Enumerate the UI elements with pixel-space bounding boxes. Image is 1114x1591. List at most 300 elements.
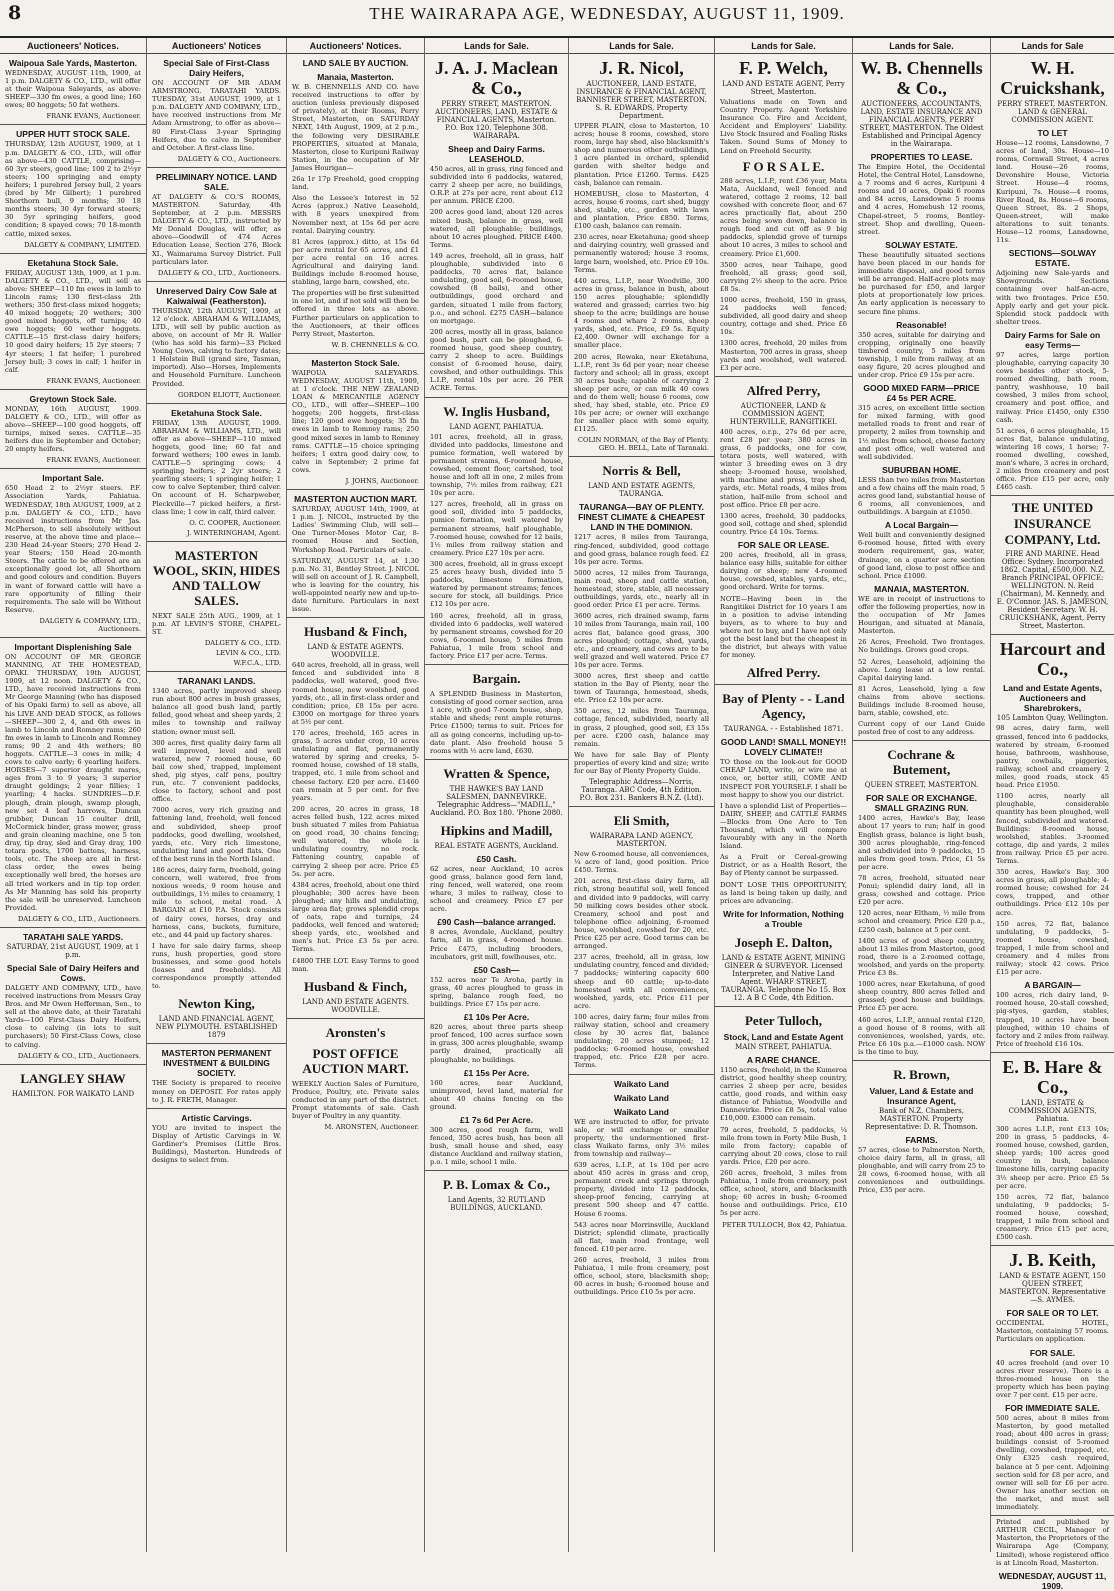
notice-subheading: LAND & ESTATE AGENT, 150 QUEEN STREET, MASTERTON. Representative—S. AYMES.	[999, 1272, 1106, 1305]
notice-text: FRIDAY, 13th AUGUST, 1909. ABRAHAM & WILLIAMS, LTD., will offer as above—SHEEP—110 mixed hoggets, good line; 60 fat and forward wethers; 100 ewes in lamb. CATTLE—5 springing cows; 4 springing heifers; 2 2yr steers; 2 yearling steers; 1 springing heifer; 1 cow to calve September, third calver. On account of H. Scharpweber, Pleckville—7 picked heifers, a first-class line; 1 cow in calf, third calver.	[152, 418, 281, 516]
notice-text: I have a splendid List of Properties—DAIRY, SHEEP, and CATTLE FARMS—Blocks from One Acre to Ten Thousand, which will compare favourably with any in the North Island.	[720, 801, 847, 851]
notice-heading: £50 Cash.	[476, 853, 517, 864]
signature: LEVIN & CO., LTD.	[215, 649, 281, 658]
display-heading: Aronsten's	[325, 1024, 386, 1040]
column-rule	[991, 1515, 1114, 1516]
display-heading: Newton King,	[178, 996, 255, 1012]
notice-text: 237 acres, freehold, all in grass, low undulating country, fenced and divided; 7 paddocks; wintering capacity 600 sheep and 60 cattle; up-to-date homestead with all conveniences, woolshed, yards, etc. Price £11 per acre.	[574, 953, 709, 1010]
advertiser-name: W. H. Cruickshank,	[1000, 58, 1105, 98]
display-heading: Joseph E. Dalton,	[734, 934, 833, 950]
notice-subheading: LAND & ESTATE AGENTS. WOODVILLE.	[307, 643, 404, 660]
notice-text: 1100 acres, nearly all ploughable, considerable quantity has been ploughed, well fenced, subdivided and watered. Buildings: 8-roomed house, woolshed, stables. 3-roomed cottage, dip and yards, 2 miles from railway. Price £5 per acre. Terms.	[996, 792, 1109, 865]
notice-text: 260 acres, freehold, 3 miles from Pahiatua, 1 mile from creamery, post office, school, store, and blacksmith shop; 60 acres in bush; 6-roomed house and outbuildings. Price, £10 5s per acre.	[720, 1168, 847, 1218]
notice-heading: Important Displenishing Sale	[14, 641, 132, 652]
signature: O. C. COOPER, Auctioneer.	[189, 518, 281, 527]
column-header: Lands for Sale.	[425, 40, 568, 54]
column-rule	[287, 353, 424, 354]
notice-heading: Waikato Land	[614, 1106, 669, 1117]
notice-heading: MASTERTON AUCTION MART.	[294, 494, 417, 505]
notice-text: WEEKLY Auction Sales of Furniture, Produce, Poultry, etc. Private sales conducted in any part of the district. Prompt statements of sale. Cash buyer of Poultry in any quantity.	[292, 1079, 419, 1121]
notice-subheading: TAURANGA. - - Established 1871.	[723, 725, 844, 734]
column-rule	[425, 759, 568, 760]
notice-heading: SECTIONS—SOLWAY ESTATE.	[1008, 248, 1097, 269]
notice-text: MONDAY, 16th AUGUST, 1909. DALGETY & CO., LTD., will offer as above—SHEEP—100 good hoggets, off turnips, mixed sexes. CATTLE—35 heifers due in September and October; 20 empty heifers.	[5, 404, 141, 454]
notice-text: 543 acres near Morrinsville, Auckland District; splendid climate, practically all flat, main road frontage, well fenced. £10 per acre.	[574, 1220, 709, 1253]
notice-heading: £90 Cash—balance arranged.	[437, 917, 556, 928]
notice-subheading: LAND AND ESTATE AGENTS. WOODVILLE.	[302, 997, 409, 1014]
notice-text: 300 acres, freehold, all in grass except 25 acres heavy bush, divided into 5 paddocks, limestone formation, watered by permanent streams; fences secure for stock, all buildings. Price £12 10s per acre.	[430, 559, 563, 609]
advertiser-name: J. R. Nicol,	[599, 58, 684, 78]
notice-subheading: Bank of N.Z. Chambers, MASTERTON. Property Representative: D. R. Thomson.	[865, 1106, 978, 1131]
signature: M. ARONSTEN, Auctioneer.	[324, 1123, 419, 1132]
notice-subheading: LAND AGENT, PAHIATUA.	[449, 422, 544, 431]
notice-text: 186 acres, dairy farm, freehold, going concern, well watered, free from noxious weeds, 9 room house and outbuildings, 1½ miles to creamery, 1 mile to school, metal road. A BARGAIN at £10 P.A. Stock consists of dairy cows, horses, dray and harness, cans, buckets, furniture, etc., and 44 paid up factory shares.	[152, 866, 281, 939]
notice-text: W. B. CHENNELLS AND CO. have received instructions to offer by auction (unless previously disposed of privately), at their Rooms, Perry Street, Masterton, on SATURDAY NEXT, 14th August, 1909, at 2 p.m., the following very DESIRABLE PROPERTIES, situated at Manaia, Masterton, close to Kuripuni Railway Station, in the occupation of Mr James Hourigan—	[292, 83, 419, 172]
display-heading: Bay of Plenty - - Land Agency,	[722, 691, 845, 722]
column-rule	[991, 1245, 1114, 1246]
notice-text: 97 acres, large portion ploughable, carrying capacity 30 cows besides other stock, 5-roomed dwelling, bath room, pantry, washhouse, 10 bail cowshed, 3 miles from school, creamery and post office, and railway. Price £1450, only £350 cash.	[996, 350, 1109, 424]
notice-text: 500 acres, about 8 miles from Masterton, by good metalled road; about 400 acres in grass; buildings consist of 5-roomed dwelling, cowshed, trapped, etc. Only £325 cash required, balance at 5 per cent. Adjoining section sold for £8 per acre, and owner will sell for £6 per acre. Owner has another section on the market, and must sell immediately.	[996, 1414, 1109, 1512]
notice-text: 127 acres, freehold, all in grass on good soil, divided into 5 paddocks, pumice formation, well watered by permanent streams, half ploughable, 7-roomed house, cowshed for 12 bails, 1½ miles from railway station and creamery. Price £27 10s per acre.	[430, 500, 563, 557]
notice-heading: MANAIA, MASTERTON.	[874, 583, 969, 594]
notice-text: 640 acres, freehold, all in grass, well fenced and subdivided into 8 paddocks, well watered, good five-roomed house, new woolshed, good yards, etc., all in first-class order and condition; price, £8 15s per acre. £3000 on mortgage for three years at 5½ per cent.	[292, 661, 419, 726]
column-rule	[147, 1043, 286, 1044]
signature: DALGETY & COMPANY, LTD., Auctioneers.	[39, 616, 141, 633]
column-rule	[715, 684, 852, 685]
column-rule	[715, 1006, 852, 1007]
advertiser-name: THE UNITED INSURANCE COMPANY, Ltd.	[1004, 500, 1101, 548]
signature: W.F.C.A., LTD.	[233, 659, 281, 668]
notice-subheading: FIRE AND MARINE. Head Office: Sydney. Incorporated 1862. Capital, £500,000. N.Z. Branch PRINCIPAL OFFICE: WELLINGTON. N. Reid (Chairman), M. Kennedy, and E. O'Connor. JAS. S. JAMESON, Resident Secretary. W. H. CRUICKSHANK, Agent, Perry Street, Masterton.	[996, 550, 1109, 631]
display-heading: Bargain.	[472, 671, 521, 687]
notice-text: THURSDAY, 12th AUGUST, 1909, at 1 p.m. DALGETY & CO., LTD., will offer as above—430 CATTLE, comprising—60 3yr steers, good line; 100 2 to 2½yr steers; 100 springing and empty heifers; 1 purebred Jersey bull, 2 years (bred by Mr Gilbert); 1 purebred Shorthorn bull, 9 months; 30 18 months steers; 30 4yr forward steers; 30 5yr springing heifers, good condition; 8 spayed cows; 70 18-month cattle, mixed sexes.	[5, 140, 141, 238]
notice-heading: Unreserved Dairy Cow Sale at Kaiwaiwai (Featherston).	[156, 285, 277, 306]
notice-subheading: AUCTIONEER, LAND ESTATE, INSURANCE & FINANCIAL AGENT, BANNISTER STREET, MASTERTON. S. R. EDWARDS, Property Department.	[576, 80, 707, 120]
notice-text: SATURDAY, AUGUST 14th, 1909, at 1 p.m. J. NICOL, instructed by the Ladies' Swimming Club, will sell—One Turner-Moses Motor Car, 8-roomed House and Section, Workshop Road. Particulars of sale.	[292, 505, 419, 554]
notice-heading: A Local Bargain—	[885, 520, 958, 531]
notice-subheading: THE HAWKE'S BAY LAND SALESMEN, DANNEVIRKE. Telegraphic Address—"MADILL," Auckland. P.O. Box 180. 'Phone 2080.	[430, 784, 563, 817]
notice-heading: Reasonable!	[896, 319, 947, 330]
notice-text: 8 acres, Avondale, Auckland, poultry farm, all in grass, 4-roomed house. Price £475, including brooders, incubators, grit mill, fowlhouses, etc.	[430, 928, 563, 961]
notice-heading: Waikato Land	[614, 1078, 669, 1089]
notice-text: 200 acres, Rewaka, near Eketahuna, L.I.P., rent 3s 6d per year; near cheese factory and school; all in grass, except 30 acres bush; capable of carrying 2 sheep per acre, or can milk 40 cows and do them well; house 6 rooms, cow shed, hay shed, stable, etc. Price £9 10s per acre; or owner will exchange for smaller place with some equity, £1125.	[574, 352, 709, 434]
notice-text: 150 acres, 72 flat, balance undulating, 9 paddocks; 5-roomed house, cowshed, trapped, 1 mile from school and creamery. Price £15 per acre, £500 cash.	[996, 1192, 1109, 1242]
notice-heading: £1 7s 6d Per Acre.	[460, 1114, 533, 1125]
advertiser-name: J. B. Keith,	[1009, 1250, 1096, 1271]
signature: FRANK EVANS, Auctioneer.	[46, 376, 141, 385]
notice-heading: PROPERTIES TO LEASE.	[870, 152, 973, 162]
masthead	[0, 0, 1114, 38]
notice-text: 160 acres, freehold, all in grass, divided into 6 paddocks, well watered by permanent streams, cowshed for 20 cows, 6-roomed house, 5 miles from Pahiatua, 1 mile from school and factory. Price £17 per acre. Terms.	[430, 611, 563, 660]
signature: DALGETY & COMPANY, LIMITED.	[24, 240, 141, 249]
notice-text: These beautifully situated sections have been placed in our hands for immediate disposal, and good terms will be arranged. Half-acre plots may be purchased for £50, and larger plots at proportionately low prices. An early application is necessary to secure fine plums.	[858, 250, 985, 316]
notice-heading: UPPER HUTT STOCK SALE.	[16, 129, 130, 140]
notice-heading: Land and Estate Agents, Auctioneers and Sharebrokers,	[1003, 683, 1102, 714]
notice-text: ON ACCOUNT OF MR GEORGE MANNING, AT THE HOMESTEAD, OPAKI. THURSDAY, 19th AUGUST, 1909, at 12 noon. DALGETY & CO., LTD., have received instructions from Mr George Manning (who has disposed of his Opaki farm) to sell as above, all his LIVE AND DEAD STOCK, as follows—SHEEP—300 2, 4, and 6th ewes in lamb to Lincoln and Romney rams; 260 fm ewes in lamb to Lincoln and Romney rams; 90 2 and 4th wethers; 80 hoggets. CATTLE—3 cows in milk; 4 cows to calve early; 6 yearling heifers. HORSES—7 superior draught mares, ages from 3 to 9 years; 3 superior draught geldings; 2 year fillies; 1 yearling; 4 hacks. SUNDRIES—D.F. plough, drain plough, swamp plough, new set 4 leaf harrows, Duncan grubber, Duncan 15 coulter drill, McCormick binder, grass mower, grass and grain cleaning machine, one 5 ton dray, tip dray, sled and Gray dray, 100 totara posts, 1700 battens, harness, tools, etc. The sheep are all in first-class order, the ewes being exceptionally well bred, the horses are all tried workers and in tip top order. As Mr Manning has sold his property the sale will be unreserved. Luncheon Provided.	[5, 652, 141, 912]
notice-text: 200 acres good land, about 120 acres mixed bush, balance in grass, well watered, all ploughable; buildings, about 10 acres ploughed. PRICE £400. Terms.	[430, 208, 563, 249]
notice-subheading: AUCTIONEER, LAND & COMMISSION AGENT, HUNTERVILLE, RANGITIKEI.	[729, 401, 838, 426]
signature: DALGETY & CO., LTD.	[204, 639, 281, 648]
notice-heading: Waipoua Sale Yards, Masterton.	[8, 58, 137, 68]
notice-text: 3500 acres, near Taihape, good freehold, all grass; good soil, carrying 2½ sheep to the acre. Price £8 5s.	[720, 260, 847, 293]
notice-text: 200 acres, freehold, all in grass, balance easy hills, suitable for either dairying or sheep; new 4-roomed house, cowshed, stables, yards, etc., good orchard. Write for terms.	[720, 551, 847, 592]
column-rule	[425, 1170, 568, 1171]
notice-heading: Manaia, Masterton.	[317, 72, 394, 82]
notice-text: 3000 acres, first sheep and cattle station in the Bay of Plenty, near the town of Tauranga, homestead, sheds, etc. Price £2 10s per acre.	[574, 671, 709, 705]
display-heading: R. Brown,	[893, 1066, 950, 1082]
notice-subheading: LAND AND ESTATE AGENT, Perry Street, Masterton.	[722, 80, 845, 96]
notice-heading: Waikato Land	[614, 1092, 669, 1103]
notice-subheading: LAND, ESTATE & COMMISSION AGENTS, Pahiatua.	[1008, 1098, 1097, 1123]
notice-text: 98 acres, dairy farm, well grassed, fenced into 6 paddocks, watered by stream, 6-roomed house, bathroom, washhouse, pantry, cowbails, piggeries, railway, school and creamery 2 miles, good roads, stock 45 head. Price £1950.	[996, 724, 1109, 790]
notice-text: 1000 acres, near Eketahuna, of good sheep country, 800 acres felled and grassed; good house and buildings. Price £5 per acre.	[858, 980, 985, 1013]
column-rule	[0, 927, 146, 928]
notice-text: 152 acres near Te Aroha, partly in grass, 40 acres ploughed to grass in spring, balance rough feed, no buildings. Price £7 15s per acre.	[430, 975, 563, 1009]
notice-text: House—12 rooms, Lansdowne, 7 acres of land, 30s. House—10 rooms, Cornwall Street, 4 acres land. House—26 rooms, Devonshire House, Victoria Street. House—4 rooms, Kuripuni, 7s. House—4 rooms, River Road, 8s. House—6 rooms, Queen Street, 8s. 2 Shops, Queen-street, will make alterations to suit tenants. House—12 rooms, Lansdowne, 11s.	[996, 139, 1109, 245]
advertiser-name: J. A. J. Maclean & Co.,	[435, 58, 558, 98]
notice-heading: LAND SALE BY AUCTION.	[302, 58, 409, 68]
advertiser-name: F. P. Welch,	[739, 58, 828, 78]
notice-text: The properties will be first submitted in one lot, and if not sold will then be offered in three lots as above. Further particulars on application to the Auctioneers, at their offices Perry Street, Masterton.	[292, 289, 419, 338]
notice-subheading: SATURDAY, 21st AUGUST, 1909, at 1 p.m.	[6, 942, 140, 959]
notice-text: 1000 acres, freehold, 150 in grass, 24 paddocks well fenced; subdivided, all good dairy and sheep country, cottage and shed. Price £6 10s.	[720, 295, 847, 337]
notice-text: 315 acres, on excellent little section for mixed farming, with good metalled roads to front and rear of property, 2 miles from township and 1½ miles from school, cheese factory and post office, well watered and well subdivided.	[858, 404, 985, 461]
column-rule	[569, 806, 714, 807]
column-rule	[287, 617, 424, 618]
notice-heading: Artistic Carvings.	[181, 1112, 252, 1123]
notice-text: YOU are invited to inspect the Display of Artistic Carvings in W. Gardiner's Premises (Little Bros. Buildings), Masterton. Hundreds of designs to select from.	[152, 1123, 281, 1165]
column-rule	[991, 1052, 1114, 1053]
notice-heading: TARATAHI SALE YARDS.	[22, 931, 124, 942]
signature: GORDON ELIOTT, Auctioneer.	[178, 390, 281, 399]
notice-heading: GOOD MIXED FARM—PRICE £4 5s PER ACRE.	[863, 383, 980, 404]
column-8	[990, 38, 1114, 1591]
column-rule	[0, 468, 146, 469]
notice-text: I have for sale dairy farms, sheep runs, bush properties, good store businesses, and some good hotels (leases and freeholds). All correspondence promptly attended to.	[152, 941, 281, 991]
notice-text: 1340 acres, partly improved sheep run about 800 acres in bush grasses, balance all good bush land, partly felled, good wheat and sheep yards, 2 miles to township and railway station; owner must sell.	[152, 687, 281, 736]
notice-text: 62 acres, near Auckland, 10 acres good grass, balance good fern land, ring fenced, well watered, one room whare, 3 miles to railway, close to school and creamery. Price £7 per acre.	[430, 864, 563, 914]
display-heading: POST OFFICE AUCTION MART.	[302, 1045, 409, 1076]
signature: DALGETY & CO., LTD., Auctioneers.	[157, 268, 281, 277]
column-rule	[147, 541, 286, 542]
advertiser-name: E. B. Hare & Co.,	[1002, 1056, 1103, 1097]
notice-text: 1300 acres, freehold, 20 miles from Masterton, 700 acres in grass, sheep yards and woolshed, well watered. £3 per acre.	[720, 339, 847, 372]
column-7	[852, 38, 990, 1552]
notice-text: 100 acres, rich dairy land, 9-roomed house, 20-stall cowshed, pig-styes, garden, stables, trapped, 10 acres have been ploughed, within 10 chains of factory and 2 miles from railway. Price of freehold £16 10s.	[996, 991, 1109, 1048]
notice-text: 51 acres, 6 acres ploughable, 15 acres flat, balance undulating, wintering 18 cows, 1 horse; 7-roomed dwelling, cowshed, man's whare, 3 acres in orchard, 2 miles from creamery and post office. Price £15 per acre, only £465 cash.	[996, 426, 1109, 492]
column-rule	[569, 456, 714, 457]
notice-text: 650 Head 2 to 2½yr steers. P.F. Association Yards, Pahiatua. WEDNESDAY, 18th AUGUST, 1909, at 2 p.m. DALGETY & CO., LTD., have received instructions from Mr Jas. McPherson, to sell absolutely without reserve, at the above time and place—230 Head 24-year Steers; 270 Head 2-year Steers; 150 Head 20-month Steers. The cattle to be offered are an exceptionally good lot, all Shorthorn and good colours and condition. Buyers in want of forward cattle will have a rare opportunity of filling their requirements. The sale will be Without Reserve.	[5, 484, 141, 614]
notice-text: 300 acres, first quality dairy farm all well improved, level and well watered, new 7 roomed house, 60 bail cow shed, trapped, implement shed, pig styes, calf pens, poultry run, etc. 7 convenient paddocks, close to factory, school and post office.	[152, 738, 281, 804]
notice-text: Adjoining new Sale-yards and Showgrounds. Sections containing over half-an-acre, with two frontages. Price £50. Apply early and get your pick. Splendid stock paddock with shelter trees.	[996, 269, 1109, 326]
signature: W. B. CHENNELLS & CO.	[331, 340, 419, 349]
notice-text: 150 acres, 72 flat, balance undulating, 9 paddocks, 5-roomed house, cowshed, trapped, 1 mile from school and creamery and 4 miles from railway; stock 42 cows. Price £15 per acre.	[996, 919, 1109, 977]
notice-text: Valuations made on Town and Country Property. Agent Yorkshire Insurance Co. Fire and Accident, Accident and Employers' Liability. Live Stock Insured and Foaling Risks Taken. Sound Sums of Money to Lend on Freehold Security.	[720, 98, 847, 155]
notice-heading: £50 Cash—	[473, 964, 520, 975]
column-rule	[147, 403, 286, 404]
notice-text: HOMEBUSH, close to Masterton, 4 acres, house 6 rooms, cart shed, buggy shed, stable, etc., garden with lawn and plantation. Price £850. Terms, £100 cash, balance can remain.	[574, 189, 709, 231]
notice-text: 120 acres, near Eltham, ½ mile from school and creamery. Price £20 p.a., £250 cash, balance at 5 per cent.	[858, 909, 985, 934]
notice-heading: Eketahuna Stock Sale.	[27, 257, 119, 268]
column-rule	[0, 389, 146, 390]
notice-text: Printed and published by ARTHUR CECIL, Manager of Masterton, the Proprietors of the Wairarapa Age (Company, Limited), whose registered office is at Lincoln Road, Masterton.	[996, 1518, 1109, 1567]
column-rule	[425, 664, 568, 665]
notice-text: 1300 acres, freehold, 30 paddocks, good soil, cottage and shed, splendid country. Price £4 10s. Terms.	[720, 511, 847, 536]
column-header: Lands for Sale.	[715, 40, 852, 54]
notice-text: 440 acres, L.I.P., near Woodville, 300 acres in grass, balance in bush, about 150 acres ploughable; splendidly watered and grassed; carries two big sheep to the acre; buildings are house 4 rooms and whare 2 rooms, sheep yards, shed, etc. Price, £9 5s. Equity £2,400. Owner will exchange for a smaller place.	[574, 276, 709, 350]
notice-text: 78 acres, freehold, situated near Ponui; splendid dairy land, all in grass, cowshed and cottage. Price £20 per acre.	[858, 874, 985, 907]
display-heading: Husband & Finch,	[304, 978, 407, 994]
notice-text: 1217 acres, 8 miles from Tauranga, ring-fenced, subdivided, good cottage and good grass, balance rough feed. £2 10s per acre. Terms.	[574, 533, 709, 566]
notice-heading: Write for Information, Nothing a Trouble	[723, 908, 844, 929]
display-heading: W. Inglis Husband,	[443, 403, 550, 419]
notice-heading: Masterton Stock Sale.	[311, 357, 400, 368]
notice-text: AT DALGETY & CO.'S ROOMS, MASTERTON. Saturday, 4th September, at 2 p.m. MESSRS DALGETY & CO., LTD., instructed by Mr Donald Douglas, will offer, as above—Goodwill of 474 Acres Education Lease, Section 276, Block XI., Waimarama Survey District. Full particulars later.	[152, 192, 281, 266]
notice-subheading: PERRY STREET, MASTERTON. AUCTIONEERS, LAND, ESTATE & FINANCIAL AGENTS, Masterton. P.O. Box 120. Telephone 308. WAIRARAPA.	[435, 100, 558, 140]
notice-heading: A RARE CHANCE.	[746, 1054, 821, 1065]
notice-subheading: HAMILTON. FOR WAIKATO LAND	[11, 1089, 135, 1098]
notice-text: 26a 1r 17p Freehold, good cropping land.	[292, 175, 419, 192]
notice-text: ON ACCOUNT OF MR ADAM ARMSTRONG. TARATAHI YARDS. TUESDAY, 31st AUGUST, 1909, at 1 p.m. DALGETY AND COMPANY, LTD., have received instructions from Mr Adam Armstrong, to offer as above—80 First-Class 3-year Springing Heifers, due to calve in September and October. A first-class line.	[152, 79, 281, 152]
notice-text: 160 acres, near Auckland, unimproved, level land, material for about 40 chains fencing on the ground.	[430, 1078, 563, 1111]
notice-heading: WEDNESDAY, AUGUST 11, 1909.	[998, 1570, 1107, 1591]
notice-text: LESS than two miles from Masterton and a few chains off the main road, 5 acres good land, substantial house of 6 rooms, all conveniences, and outbuildings. A bargain at £1050.	[858, 475, 985, 517]
signature: DALGETY & CO., LTD., Auctioneers.	[17, 914, 141, 923]
column-rule	[425, 397, 568, 398]
display-heading: Norris & Bell,	[602, 463, 681, 479]
notice-text: NEXT SALE 25th AUG., 1909, at 1 p.m. AT LEVIN'S STORE, CHAPEL-ST.	[152, 611, 281, 636]
signature: J. WINTERINGHAM, Agent.	[187, 528, 281, 537]
notice-text: UPPER PLAIN, close to Masterton, 10 acres; house 8 rooms, cowshed, store room, large hay shed, also blacksmith's shop and numerous other outbuildings, 1 acre planted in orchard, splendid garden with shelter hedge and plantation. Price £1260. Terms. £425 cash, balance can remain.	[574, 122, 709, 187]
notice-text: 81 Acres, Leasehold, lying a few chains from above sections. Buildings include 8-roomed house, barn, stable, cowshed, etc.	[858, 684, 985, 718]
notice-heading: Valuer, Land & Estate and Insurance Agent,	[869, 1085, 974, 1106]
notice-subheading: LAND & ESTATE AGENT, MINING GINEER & SURVEYOR. Licensed Interpreter, and Native Land Agent. WHARF STREET, TAURANGA. Telephone No 15. Box 12. A B C Code, 4th Edition.	[721, 953, 846, 1002]
notice-subheading: Telegraphic Address—Norris, Tauranga. ABC Code, 4th Edition. P.O. Box 231. Bankers B.N.Z. (Ltd).	[579, 778, 704, 803]
column-2	[146, 38, 286, 1552]
notice-text: 350 acres, suitable for dairying and cropping, originally one heavily timbered country, 5 miles from township, 1 mile from railway, at an easy figure, 20 acres ploughed and under crop. Price £9 15s per acre.	[858, 330, 985, 380]
notice-subheading: AUCTIONEERS, ACCOUNTANTS, LAND, ESTATE INSURANCE AND FINANCIAL AGENTS, PERRY STREET, MASTERTON. The Oldest Established and Principal Agency in the Wairarapa.	[859, 100, 984, 148]
notice-text: 639 acres, L.I.P., at 1s 10d per acre about 450 acres in grass and crop, permanent creek and springs through property, divided into 12 paddocks, sheep-proof fencing, carrying at present 590 sheep and 47 cattle. House 6 rooms.	[574, 1161, 709, 1218]
notice-text: 200 acres, 20 acres in grass, 18 acres felled bush, 122 acres mixed bush situated 7 miles from Pahiatua on good road, 30 chains fencing; well watered, the whole is undulating country, no rock. Fattening country, capable of carrying 2 sheep per acre. Price £5 5s. per acre.	[292, 804, 419, 878]
column-rule	[991, 495, 1114, 496]
notice-text: FRIDAY, AUGUST 13th, 1909, at 1 p.m. DALGETY & CO., LTD., will sell as above: SHEEP—110 fm ewes in lamb to Lincoln rams; 130 first-class 2th wethers; 350 first-class mixed hoggets; 40 mixed hoggets; 20 wethers; 300 good mixed hoggets, off turnips; 40 ewe hoggets; 60 wether hoggets. CATTLE—15 first-class dairy heifers; 10 good dairy heifers; 15 2yr steers; 7 4yr steers; 1 fat heifer; 1 purebred Jersey bull; 3 cows in calf; 1 heifer in calf.	[5, 268, 141, 374]
notice-subheading: MAIN STREET, PAHIATUA.	[735, 1042, 832, 1051]
column-rule	[0, 124, 146, 125]
column-rule	[147, 167, 286, 168]
signature: FRANK EVANS, Auctioneer.	[46, 456, 141, 465]
notice-text: 1150 acres, freehold, in the Kumeroa district, good healthy sheep country, carries 2 sheep per acre, besides cattle, good roads, and within easy distance of Pahiatua, Woodville and Dannevirke. Price £8 5s, total value £10,000. £3000 can remain.	[720, 1065, 847, 1123]
notice-heading: FOR SALE OR TO LET.	[1006, 1308, 1099, 1319]
notice-text: TO those on the look-out for GOOD CHEAP LAND, write, or wire me at once, or, better still, COME AND INSPECT FOR YOURSELF. I shall be most happy to show you our district.	[720, 758, 847, 799]
notice-subheading: LAND AND FINANCIAL AGENT, NEW PLYMOUTH. ESTABLISHED 1879	[155, 1015, 278, 1040]
display-heading: Husband & Finch,	[304, 624, 407, 640]
notice-subheading: WAIRARAPA LAND AGENCY, MASTERTON.	[589, 832, 694, 849]
notice-heading: A BARGAIN—	[1024, 980, 1081, 991]
notice-text: 350 acres, Hawke's Bay, 300 acres in grass, all ploughable; 4-roomed house; cowshed for 24 cows, trapped, and other outbuildings. Price £12 10s per acre.	[996, 868, 1109, 917]
display-heading: Eli Smith,	[613, 813, 670, 829]
notice-subheading: PERRY STREET, MASTERTON. LAND & GENERAL COMMISSION AGENT.	[997, 100, 1108, 124]
notice-text: 288 acres, L.I.P., rent £36 year, Mata Mata, Auckland, well fenced and watered, cottage 2 rooms, 12 bail cowshed with concrete floor, and 67 acres practically flat, about 250 acres being sown down, balance in rough feed and cut off as 9 big paddocks, splendid grove of turnips about 10 acres, 3 miles to school and creamery. Price £1,600.	[720, 176, 847, 258]
notice-text: WAIPOUA SALEYARDS. WEDNESDAY, AUGUST 11th, 1909, at 1 o'clock. THE NEW ZEALAND LOAN & MERCANTILE AGENCY CO., LTD., will offer—SHEEP—100 hoggets; 200 hoggets, first-class line; 120 good ewe hoggets; 35 fm ewes in lamb to Romney rams; 250 good mixed sexes in lamb to Romney rams. CATTLE—15 choice springing heifers; 1 extra good dairy cow, to calve in September; 2 prime fat cows.	[292, 368, 419, 474]
notice-text: Also the Lessee's Interest in 52 Acres (approx.) Native Leasehold, with 8 years unexpired from November next, at 15s 6d per acre rental. Dairying country.	[292, 194, 419, 235]
column-header: Auctioneers' Notices	[147, 40, 286, 54]
notice-heading: £1 10s Per Acre.	[463, 1012, 530, 1023]
notice-text: 3600 acres, rich drained swamp, farm 10 miles from Tauranga, main rail, 100 acres flat, balance good grass, 300 acres ploughed; cottage, shed, yards, etc., and creamery, and cows are to be well grazed and well watered. Price £7 10s per acre. Terms.	[574, 612, 709, 669]
notice-text: 100 acres, dairy farm; four miles from railway station, school and creamery close by 30 acres flat, balance undulating; 20 acres stumped; 12 paddocks; 6-roomed house, cowshed trapped, etc. Price £28 per acre. Terms.	[574, 1012, 709, 1070]
notice-subheading: Land Agents, 32 RUTLAND BUILDINGS, AUCKLAND.	[447, 1196, 546, 1213]
notice-heading: Special Sale of Dairy Heifers and Cows.	[6, 962, 140, 983]
display-heading: LANGLEY SHAW	[20, 1070, 126, 1086]
column-header: Lands for Sale	[991, 40, 1114, 54]
notice-heading: SUBURBAN HOME.	[882, 464, 961, 475]
notice-text: DON'T LOSE THIS OPPORTUNITY, as land is being taken up daily, and prices are advancing.	[720, 880, 847, 905]
notice-text: WE are in receipt of instructions to offer the following properties, now in the occupation of Mr James Hourigan, and situated at Manaia, Masterton.	[858, 594, 985, 636]
notice-heading: TARANAKI LANDS.	[177, 676, 256, 687]
notice-text: 79 acres, freehold, 5 paddocks, ¼ mile from town in Forty Mile Bush, 1 mile from factory; capable of carrying about 20 cows, close to rail yards. Price, £20 per acre.	[720, 1125, 847, 1166]
column-rule	[0, 1064, 146, 1065]
notice-text: 1400 acres, Hawke's Bay, lease about 17 years to run; half in good English grass, balance is light bush, 300 acres ploughable, ring-fenced and subdivided into 9 paddocks, 15 miles from good town. Price, £1 5s per acre.	[858, 814, 985, 871]
signature: PETER TULLOCH, Box 42, Pahiatua.	[722, 1220, 847, 1229]
notice-text: 260 acres, freehold, 3 miles from Pahiatua, 1 mile from creamery, post office, school, store, blacksmith shop; 60 acres in bush; 6-roomed house and outbuildings. Price £10 5s per acre.	[574, 1256, 709, 1297]
notice-text: 170 acres, freehold, 165 acres in grass, 5 acres under crop, 10 acres undulating and flat, permanently watered by spring and creeks, 5-roomed house, cowshed of 18 stalls, trapped, etc. 1 mile from school and cheese factory. £20 per acre. £1460 can remain at 5 per cent. for five years.	[292, 729, 419, 802]
notice-text: New 6-roomed house, all conveniences, ¼ acre of land, good position. Price £450. Terms.	[574, 850, 709, 875]
notice-text: 350 acres, 12 miles from Tauranga, cottage, fenced, subdivided, nearly all in grass, 2 ploughed, good soil, £3 15s per acre. £200 cash, balance may remain.	[574, 707, 709, 748]
notice-text: Current copy of our Land Guide posted free of cost to any address.	[858, 720, 985, 737]
notice-text: DALGETY AND COMPANY, LTD., have received instructions from Messrs Gray Bros. and Mr Owen Hefferman, Sen., to sell at the above date, at their Taratahi Yards—100 First-Class Dairy Heifers, close to calving (in lots to suit purchasers); 50 First-Class Cows, close to calving.	[5, 983, 141, 1049]
notice-text: WEDNESDAY, AUGUST 11th, 1909, at 1 p.m. DALGETY & CO., LTD., will offer at their Waipoua Saleyards, as above: SHEEP—330 fm ewes, a good line; 160 ewes; 80 hoggets; 50 fat wethers.	[5, 69, 141, 110]
notice-heading: FARMS.	[905, 1134, 938, 1145]
notice-subheading: 105 Lambton Quay, Wellington.	[996, 714, 1109, 723]
display-heading: Hipkins and Madill,	[440, 822, 553, 838]
notice-text: 230 acres, near Eketahuna; good sheep and dairying country, well grassed and permanently watered; house 3 rooms, large barn, woolshed, etc. Price £9 10s. Terms.	[574, 233, 709, 274]
notice-heading: Stock, Land and Estate Agent	[723, 1031, 844, 1042]
column-header: Lands for Sale.	[853, 40, 990, 54]
notice-text: 820 acres, about three parts sheep proof fenced, 100 acres surface sown in grass, 300 acres ploughable, swamp partly drained, practically all ploughable, no buildings.	[430, 1023, 563, 1064]
notice-heading: Important Sale.	[42, 473, 104, 484]
display-heading: Peter Tulloch,	[744, 1012, 823, 1028]
column-6	[714, 38, 852, 1552]
notice-heading: SOLWAY ESTATE.	[885, 239, 958, 250]
notice-text: NOTE—Having been in the Rangitikei District for 10 years I am in a position to advise intending buyers, as to where to buy and where not to buy, and I have not only got the best land but the cheapest in the district, but always with value for money.	[720, 594, 847, 660]
notice-heading: TAURANGA—BAY OF PLENTY. FINEST CLIMATE & CHEAPEST LAND IN THE DOMINION.	[578, 502, 705, 533]
notice-heading: Dairy Farms for Sale on easy Terms—	[1004, 329, 1101, 350]
notice-text: 101 acres, freehold, all in grass, divided into paddocks, limestone and pumice formation, well watered by permanent streams, 6-roomed house, cowshed, cement floor, cartshed, tool house and loft all in one, 2 miles from township, 7½ miles from railway, £21 10s per acre.	[430, 432, 563, 498]
notice-text: 81 Acres (approx.) ditto, at 15s 6d per acre rental for 65 acres, and £1 per acre rental on 16 acres. Agricultural and dairying land. Buildings include 8-roomed house, stabling, large barn, cowshed, etc.	[292, 237, 419, 287]
page-number: 8	[8, 2, 22, 24]
notice-heading: Special Sale of First-Class Dairy Heifers,	[163, 58, 270, 78]
notice-text: Well built and conveniently designed 6-roomed house, fitted with every modern requirement, gas, water, drainage, on a quarter acre section of good land, close to post office and school. Price £1000.	[858, 531, 985, 580]
notice-heading: MASTERTON PERMANENT INVESTMENT & BUILDING SOCIETY.	[161, 1048, 272, 1079]
column-1	[0, 38, 146, 1552]
column-5	[568, 38, 714, 1552]
signature: DALGETY & CO., LTD., Auctioneers.	[17, 1051, 141, 1060]
notice-text: 40 acres freehold (and over 10 acres river reserve). There is a three-roomed house on the property which has been paying over 7 per cent. £15 per acre.	[996, 1358, 1109, 1399]
notice-text: 52 Acres, Leasehold, adjoining the above. Long lease at a low rental. Capital dairying land.	[858, 657, 985, 682]
notice-heading: FOR IMMEDIATE SALE.	[1005, 1403, 1100, 1413]
display-heading: Alfred Perry.	[746, 665, 821, 681]
column-rule	[853, 1060, 990, 1061]
notice-heading: TO LET	[1037, 128, 1068, 138]
notice-text: 4384 acres, freehold, about one third ploughable; 300 acres have been ploughed; any hills and undulating, large area flat; grows splendid crops of oats, rape and turnips, 24 paddocks, well fenced and watered; sheep yards, etc., woolshed and men's hut. Price £3 5s per acre. Terms.	[292, 880, 419, 954]
signature: FRANK EVANS, Auctioneer.	[46, 112, 141, 121]
notice-text: 300 acres, good rough farm, well fenced, 350 acres bush, has been all bush, small house and shed, easy distance Auckland and railway station, p.o. 1 mile, school 1 mile.	[430, 1125, 563, 1167]
notice-heading: FOR SALE OR EXCHANGE. SMALL GRAZING RUN.	[866, 793, 977, 814]
column-3	[286, 38, 424, 1552]
notice-text: 200 acres, mostly all in grass, balance good bush, part can be ploughed, 6-roomed house, good sheep country, carry 2 sheep to acre. Buildings consist of 6-roomed house, dairy, cowshed, and other outbuildings. This L.I.P., rental 10s per acre. 26 PER ACRE. Terms.	[430, 327, 563, 393]
notice-text: THURSDAY, 12th AUGUST, 1909, at 12 o'clock. ABRAHAM & WILLIAMS, LTD., will sell by public auction as above, on account of Mr R. Waller (who has sold his farm)—33 Picked Young Cows, calving to factory dates; 1 Holstein Bull (grand sire, Tasman, imported). Also—Horses, Implements and Household Furniture. Luncheon Provided.	[152, 306, 281, 388]
advertiser-name: F O R S A L E.	[742, 158, 825, 174]
notice-text: 1400 acres of good sheep country, about 13 miles from Masterton, good road, there is a 2-roomed cottage, woolshed, and yards on the property. Price £3 8s.	[858, 936, 985, 978]
signature: COLIN NORMAN, of the Bay of Plenty. GEO. H. BELL, Late of Taranaki.	[577, 436, 709, 453]
notice-text: 149 acres, freehold, all in grass, half ploughable, subdivided into 6 paddocks, 70 acres flat, balance undulating, good soil, 6-roomed house, cowshed (8 bails), and other outbuildings, good orchard and garden, situated 1 mile from factory, p.o., and school. £275 CASH—balance on mortgage.	[430, 251, 563, 325]
display-heading: P. B. Lomax & Co.,	[442, 1177, 551, 1193]
column-rule	[0, 637, 146, 638]
display-heading: Cochrane & Butement,	[887, 747, 956, 778]
notice-subheading: REAL ESTATE AGENTS, Auckland.	[434, 841, 559, 850]
column-rule	[715, 376, 852, 377]
advertiser-name: Harcourt and Co.,	[999, 639, 1106, 680]
signature: J. JOHNS, Auctioneer.	[345, 477, 419, 486]
notice-heading: GOOD LAND! SMALL MONEY!! LOVELY CLIMATE!!	[720, 737, 847, 758]
advertiser-name: W. B. Chennells & Co.,	[860, 58, 983, 98]
notice-subheading: LAND AND ESTATE AGENTS, TAURANGA.	[588, 482, 695, 499]
notice-text: 300 acres L.I.P., rent £13 10s; 200 in grass, 5 paddocks, 4-roomed house, cowshed, garden, sheep yards; 100 acres good country in bush, balance limestone hills, carrying capacity 3½ sheep per acre. Price £5 5s per acre.	[996, 1124, 1109, 1190]
notice-text: 57 acres, close to Palmerston North, choice dairy farm, all in grass, all ploughable, and will carry from 25 to 28 cows, 6-roomed house, with all conveniences and outbuildings. Price, £35 per acre.	[858, 1145, 985, 1195]
column-4	[424, 38, 568, 1552]
notice-text: SATURDAY, AUGUST 14, at 1.30 p.m. No. 31, Bentley Street. J. NICOL will sell on account of J. R. Campbell, who is leaving for the country, his well-appointed nearly new and up-to-date furniture. Particulars in next issue.	[292, 556, 419, 614]
notice-text: WE are instructed to offer, for private sale, or will exchange or smaller property, the undermentioned first-class Waikato farms, only 3½ miles from township and railway—	[574, 1117, 709, 1158]
notice-heading: Eketahuna Stock Sale.	[171, 407, 262, 418]
notice-heading: FOR SALE.	[1029, 1347, 1076, 1358]
notice-subheading: QUEEN STREET, MASTERTON.	[864, 781, 979, 790]
column-header: Lands for Sale.	[569, 40, 714, 54]
column-rule	[991, 634, 1114, 635]
notice-heading: PRELIMINARY NOTICE. LAND SALE.	[156, 171, 277, 192]
column-header: Auctioneers' Notices.	[287, 40, 424, 54]
column-rule	[287, 489, 424, 490]
notice-text: OCCIDENTAL HOTEL, Masterton, containing 57 rooms. Particulars on application.	[996, 1319, 1109, 1344]
notice-text: 201 acres, first-class dairy farm, all rich, strong beautiful soil, well fenced and divided into 9 paddocks, will carry 50 milking cows besides other stock. Creamery, school and post and telephone office adjoining, 6-roomed house, woolshed, cowshed for 20, etc. Price £25 per acre. Good terms can be arranged.	[574, 877, 709, 951]
display-heading: Alfred Perry,	[746, 382, 821, 398]
notice-text: 5000 acres, 12 miles from Tauranga, main road, sheep and cattle station, homestead, store, stable, all necessary outbuildings, yards, etc., nearly all in good order. Price £1 per acre. Terms.	[574, 568, 709, 610]
column-rule	[853, 740, 990, 741]
notice-text: 450 acres, all in grass, ring fenced and subdivided into 6 paddocks, watered, carry 2 sheep per acre, no buildings, O.R.P. at 27s per acre, rent about £12 per annum. PRICE £200.	[430, 165, 563, 206]
column-rule	[287, 1018, 424, 1019]
display-heading: MASTERTON WOOL, SKIN, HIDES AND TALLOW SALES.	[152, 547, 281, 608]
masthead-title: THE WAIRARAPA AGE, WEDNESDAY, AUGUST 11, 1909.	[369, 4, 845, 23]
notice-text: As a Fruit or Cereal-growing District, or as a Health Resort, the Bay of Plenty cannot be surpassed.	[720, 853, 847, 878]
notice-text: The Empire Hotel, the Occidental Hotel, the Central Hotel, Lansdowne, a 7 rooms and 6 acres, Kuripuni 4 rooms and 10 acres, Opaki 6 rooms and 84 acres, Lansdowne 5 rooms and 4 acres, Homebush 12 rooms, Chapel-street, 5 rooms, Bentley-street. Shop and dwelling, Queen-street.	[858, 163, 985, 236]
column-rule	[147, 1108, 286, 1109]
notice-heading: Greytown Stock Sale.	[29, 393, 117, 404]
notice-text: 460 acres, L.I.P., annual rental £120, a good house of 8 rooms, with all conveniences, woolshed, yards, etc. Price £6 10s p.a.—£1000 cash. NOW is the time to buy.	[858, 1015, 985, 1056]
notice-text: We have for sale Bay of Plenty properties of every kind and size; write for our Bay of Plenty Property Guide.	[574, 750, 709, 775]
notice-heading: FOR SALE OR LEASE.	[737, 540, 830, 551]
notice-text: 26 Acres, Freehold. Two frontages. No buildings. Grows good crops.	[858, 638, 985, 655]
column-rule	[147, 281, 286, 282]
notice-text: 400 acres, o.r.p., 27s 6d per acre, rent £28 per year; 380 acres in grass, 6 paddocks, one for cow, totara posts, well watered, with winter 3 breeding ewes on 3 dry sheep; 3-roomed house, woolshed, with machine and press, trap shed, yards, etc. Metal roads, 4 miles from station, half-mile from school and post office. Price £8 per acre.	[720, 427, 847, 509]
signature: DALGETY & CO., Auctioneers.	[177, 154, 281, 163]
column-rule	[147, 671, 286, 672]
column-header: Auctioneers' Notices.	[0, 40, 146, 54]
column-rule	[569, 1074, 714, 1075]
notice-heading: Sheep and Dairy Farms. LEASEHOLD.	[448, 144, 545, 164]
notice-text: A SPLENDID Business in Masterton, consisting of good corner section, area 1 acre, with good 7-room house, shop, stable and sheds; rent ample returns. Price £1500; terms to suit. Prices for all as going concerns, including up-to-date plant. Also freehold house 5 rooms with ½ acre land, £630.	[430, 690, 563, 755]
column-rule	[0, 253, 146, 254]
notice-text: 7000 acres, very rich grazing and fattening land, freehold, well fenced and subdivided, sheep proof paddocks, good dwelling, woolshed, yards, etc. Very rich limestone, undulating land and good flats. One of the best runs in the North Island.	[152, 806, 281, 863]
display-heading: Wratten & Spence,	[443, 765, 550, 781]
notice-text: THE Society is prepared to receive money on DEPOSIT. For rates apply to J. R. FRETH, Manager.	[152, 1079, 281, 1104]
